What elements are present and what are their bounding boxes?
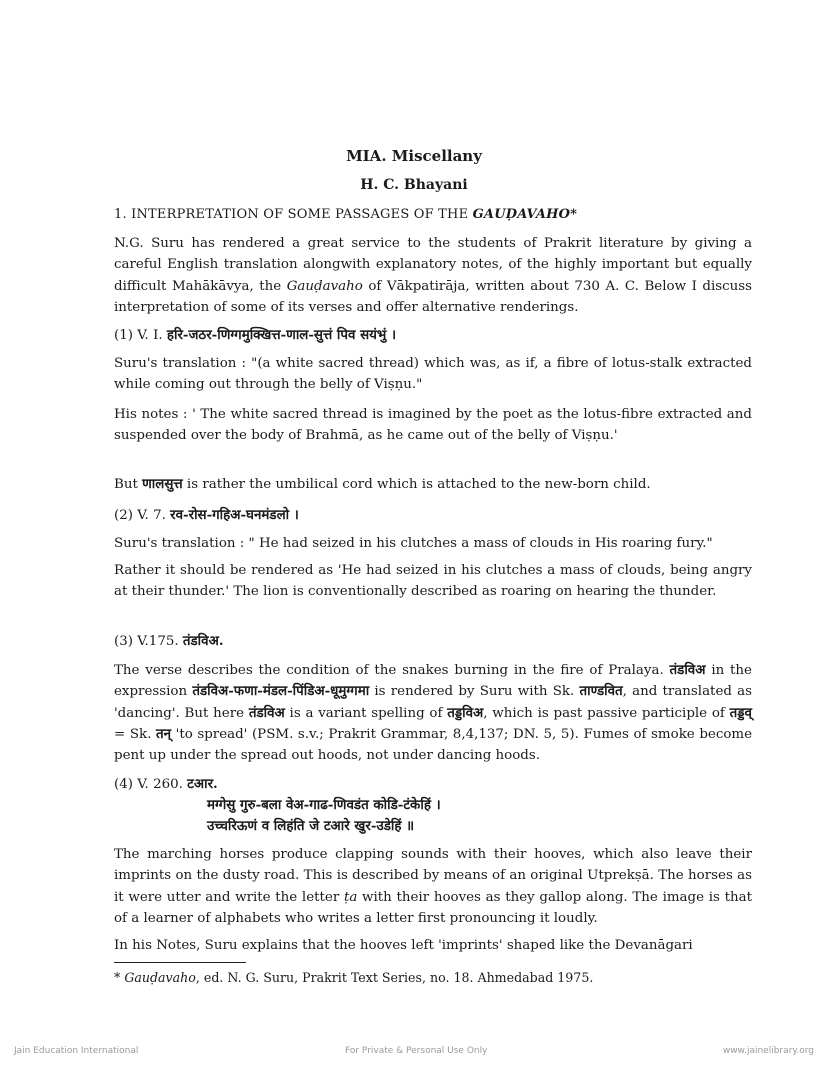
intro-paragraph: N.G. Suru has rendered a great service to the students of Prakrit literature by giving a careful English translation alongwith explanatory notes, of the highly important but equally difficult Mahākāvya, the Gauḍavaho of Vākpatirāja, written about 730 A. C. Below I discuss interpretation of some of its verses and offer alternative renderings. [114, 236, 752, 315]
notes-paragraph: His notes : ' The white sacred thread is imagined by the poet as the lotus-fibre extracted and suspended over the body of Brahmā, as he came out of the belly of Viṣṇu.' [114, 407, 752, 444]
verse-3-heading: (3) V.175. तंडविअ. [114, 633, 224, 649]
footer-center: For Private & Personal Use Only [345, 1046, 488, 1056]
verse-4-heading: (4) V. 260. टआर. [114, 776, 218, 792]
section-heading-title: GAUḌAVAHO* [472, 207, 578, 222]
paragraph: Rather it should be rendered as 'He had seized in his clutches a mass of clouds, being angry at their thunder.' The lion is conventionally described as roaring on hearing the thunder. [114, 563, 752, 600]
footer-right[interactable]: www.jainelibrary.org [722, 1046, 814, 1056]
page-title: MIA. Miscellany [346, 147, 482, 165]
verse-line: उच्चरिऊणं व लिहंति जे टआरे खुर-उडेहिं ॥ [207, 818, 415, 834]
verse-2-heading: (2) V. 7. रव-रोस-गहिअ-घनमंडलो । [114, 507, 299, 523]
paragraph: The marching horses produce clapping sounds with their hooves, which also leave their imprints on the dusty road. This is described by means of an original Utprekṣā. The horses as it were utter and write the letter ṭa with their hooves as they gallop along. The image is that of a learner of alphabets who writes a letter first pronouncing it loudly. [114, 847, 752, 926]
paragraph: But णालसुत्त is rather the umbilical cord which is attached to the new-born child. [114, 476, 651, 492]
footnote-divider [114, 962, 246, 963]
verse-1-heading: (1) V. I. हरि-जठर-णिग्गमुक्खित्त-णाल-सुत्तं पिव सयंभुं । [114, 327, 397, 343]
footnote: * Gauḍavaho, ed. N. G. Suru, Prakrit Text Series, no. 18. Ahmedabad 1975. [114, 970, 594, 985]
translation-paragraph: Suru's translation : "(a white sacred thread) which was, as if, a fibre of lotus-stalk extracted while coming out through the belly of Viṣṇu." [114, 356, 752, 393]
paragraph: In his Notes, Suru explains that the hooves left 'imprints' shaped like the Devanāgari [114, 938, 693, 953]
author-name: H. C. Bhayani [360, 177, 468, 193]
section-heading-prefix: 1. INTERPRETATION OF SOME PASSAGES OF THE [114, 207, 473, 222]
footer-left: Jain Education International [14, 1046, 139, 1056]
paragraph: The verse describes the condition of the snakes burning in the fire of Pralaya. तंडविअ in the expression तंडविअ-फणा-मंडल-पिंडिअ-धूमुग्गमा is rendered by Suru with Sk. ताण्डवित, and translated as 'dancing'. But here तंडविअ is a variant spelling of तड्डविअ, which is past passive participle of तड्डव् = Sk. तन् 'to spread' (PSM. s.v.; Prakrit Grammar, 8,4,137; DN. 5, 5). Fumes of smoke become pent up under the spread out hoods, not under dancing hoods. [114, 662, 753, 764]
section-heading [114, 207, 764, 222]
verse-line: मग्गेसु गुरु-बला वेअ-गाढ-णिवडंत कोडि-टंकेहिं । [207, 797, 441, 813]
translation-paragraph: Suru's translation : " He had seized in his clutches a mass of clouds in His roaring fury." [114, 536, 713, 551]
